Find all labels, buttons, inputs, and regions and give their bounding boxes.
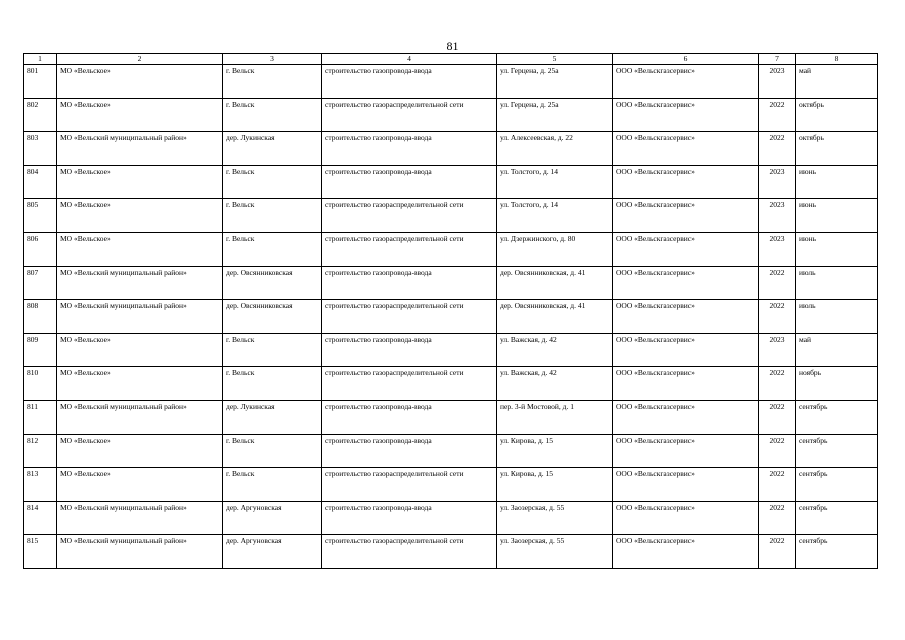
address-cell: ул. Заозерская, д. 55 (497, 501, 613, 535)
address-cell: ул. Толстого, д. 14 (497, 199, 613, 233)
settlement-cell: г. Вельск (223, 65, 322, 99)
column-header: 1 (24, 54, 57, 65)
work-type-cell: строительство газопровода-ввода (322, 165, 497, 199)
contractor-cell: ООО «Вельскгазсервис» (613, 232, 759, 266)
municipality-cell: МО «Вельское» (57, 98, 223, 132)
table-row (24, 535, 878, 569)
table-row (24, 367, 878, 401)
settlement-cell: дер. Овсянниковская (223, 266, 322, 300)
work-type-cell: строительство газораспределительной сети (322, 300, 497, 334)
row-number-cell: 807 (24, 266, 57, 300)
table-row (24, 300, 878, 334)
municipality-cell: МО «Вельское» (57, 65, 223, 99)
settlement-cell: г. Вельск (223, 468, 322, 502)
municipality-cell: МО «Вельское» (57, 434, 223, 468)
contractor-cell: ООО «Вельскгазсервис» (613, 367, 759, 401)
address-cell: ул. Толстого, д. 14 (497, 165, 613, 199)
table-row (24, 434, 878, 468)
row-number-cell: 812 (24, 434, 57, 468)
contractor-cell: ООО «Вельскгазсервис» (613, 266, 759, 300)
contractor-cell: ООО «Вельскгазсервис» (613, 468, 759, 502)
settlement-cell: г. Вельск (223, 199, 322, 233)
contractor-cell: ООО «Вельскгазсервис» (613, 434, 759, 468)
month-cell: июнь (796, 199, 878, 233)
table-row (24, 266, 878, 300)
address-cell: ул. Важская, д. 42 (497, 367, 613, 401)
year-cell: 2022 (759, 98, 796, 132)
month-cell: сентябрь (796, 468, 878, 502)
contractor-cell: ООО «Вельскгазсервис» (613, 98, 759, 132)
column-header: 4 (322, 54, 497, 65)
address-cell: ул. Кирова, д. 15 (497, 434, 613, 468)
municipality-cell: МО «Вельское» (57, 468, 223, 502)
settlement-cell: г. Вельск (223, 232, 322, 266)
address-cell: ул. Важская, д. 42 (497, 333, 613, 367)
row-number-cell: 809 (24, 333, 57, 367)
table-row (24, 98, 878, 132)
settlement-cell: г. Вельск (223, 165, 322, 199)
municipality-cell: МО «Вельский муниципальный район» (57, 400, 223, 434)
settlement-cell: г. Вельск (223, 98, 322, 132)
table-row (24, 65, 878, 99)
work-type-cell: строительство газораспределительной сети (322, 199, 497, 233)
row-number-cell: 813 (24, 468, 57, 502)
municipality-cell: МО «Вельское» (57, 232, 223, 266)
row-number-cell: 804 (24, 165, 57, 199)
municipality-cell: МО «Вельское» (57, 367, 223, 401)
month-cell: сентябрь (796, 400, 878, 434)
month-cell: сентябрь (796, 434, 878, 468)
contractor-cell: ООО «Вельскгазсервис» (613, 165, 759, 199)
work-type-cell: строительство газопровода-ввода (322, 266, 497, 300)
address-cell: ул. Алексеевская, д. 22 (497, 132, 613, 166)
column-header: 6 (613, 54, 759, 65)
column-header: 2 (57, 54, 223, 65)
municipality-cell: МО «Вельский муниципальный район» (57, 501, 223, 535)
work-type-cell: строительство газораспределительной сети (322, 367, 497, 401)
municipality-cell: МО «Вельский муниципальный район» (57, 300, 223, 334)
work-type-cell: строительство газораспределительной сети (322, 98, 497, 132)
row-number-cell: 814 (24, 501, 57, 535)
address-cell: ул. Дзержинского, д. 80 (497, 232, 613, 266)
settlement-cell: дер. Аргуновская (223, 501, 322, 535)
table-row (24, 165, 878, 199)
municipality-cell: МО «Вельское» (57, 333, 223, 367)
month-cell: июль (796, 300, 878, 334)
year-cell: 2022 (759, 434, 796, 468)
settlement-cell: дер. Лукинская (223, 400, 322, 434)
year-cell: 2022 (759, 367, 796, 401)
municipality-cell: МО «Вельский муниципальный район» (57, 132, 223, 166)
row-number-cell: 803 (24, 132, 57, 166)
month-cell: июнь (796, 232, 878, 266)
settlement-cell: дер. Аргуновская (223, 535, 322, 569)
month-cell: май (796, 65, 878, 99)
row-number-cell: 806 (24, 232, 57, 266)
contractor-cell: ООО «Вельскгазсервис» (613, 300, 759, 334)
table-row (24, 333, 878, 367)
month-cell: ноябрь (796, 367, 878, 401)
year-cell: 2022 (759, 501, 796, 535)
header-row (24, 54, 878, 65)
work-type-cell: строительство газопровода-ввода (322, 400, 497, 434)
address-cell: дер. Овсянниковская, д. 41 (497, 266, 613, 300)
year-cell: 2022 (759, 300, 796, 334)
row-number-cell: 808 (24, 300, 57, 334)
row-number-cell: 811 (24, 400, 57, 434)
municipality-cell: МО «Вельское» (57, 199, 223, 233)
work-type-cell: строительство газопровода-ввода (322, 132, 497, 166)
address-cell: ул. Кирова, д. 15 (497, 468, 613, 502)
work-type-cell: строительство газопровода-ввода (322, 501, 497, 535)
work-type-cell: строительство газораспределительной сети (322, 232, 497, 266)
address-cell: ул. Герцена, д. 25а (497, 65, 613, 99)
settlement-cell: г. Вельск (223, 333, 322, 367)
month-cell: сентябрь (796, 501, 878, 535)
settlement-cell: дер. Овсянниковская (223, 300, 322, 334)
month-cell: июль (796, 266, 878, 300)
year-cell: 2023 (759, 199, 796, 233)
settlement-cell: г. Вельск (223, 434, 322, 468)
contractor-cell: ООО «Вельскгазсервис» (613, 65, 759, 99)
work-type-cell: строительство газораспределительной сети (322, 468, 497, 502)
address-cell: ул. Заозерская, д. 55 (497, 535, 613, 569)
contractor-cell: ООО «Вельскгазсервис» (613, 333, 759, 367)
municipality-cell: МО «Вельский муниципальный район» (57, 266, 223, 300)
year-cell: 2023 (759, 165, 796, 199)
year-cell: 2023 (759, 65, 796, 99)
column-header: 7 (759, 54, 796, 65)
month-cell: май (796, 333, 878, 367)
column-header: 3 (223, 54, 322, 65)
table-row (24, 400, 878, 434)
contractor-cell: ООО «Вельскгазсервис» (613, 132, 759, 166)
column-header: 5 (497, 54, 613, 65)
row-number-cell: 815 (24, 535, 57, 569)
contractor-cell: ООО «Вельскгазсервис» (613, 501, 759, 535)
month-cell: сентябрь (796, 535, 878, 569)
year-cell: 2023 (759, 232, 796, 266)
year-cell: 2022 (759, 266, 796, 300)
column-header: 8 (796, 54, 878, 65)
row-number-cell: 810 (24, 367, 57, 401)
address-cell: дер. Овсянниковская, д. 41 (497, 300, 613, 334)
row-number-cell: 801 (24, 65, 57, 99)
work-type-cell: строительство газопровода-ввода (322, 333, 497, 367)
contractor-cell: ООО «Вельскгазсервис» (613, 199, 759, 233)
settlement-cell: г. Вельск (223, 367, 322, 401)
contractor-cell: ООО «Вельскгазсервис» (613, 400, 759, 434)
table-body (24, 65, 878, 569)
year-cell: 2022 (759, 535, 796, 569)
year-cell: 2022 (759, 132, 796, 166)
data-table (23, 53, 878, 569)
contractor-cell: ООО «Вельскгазсервис» (613, 535, 759, 569)
table-row (24, 501, 878, 535)
address-cell: пер. 3-й Мостовой, д. 1 (497, 400, 613, 434)
address-cell: ул. Герцена, д. 25а (497, 98, 613, 132)
settlement-cell: дер. Лукинская (223, 132, 322, 166)
table-row (24, 232, 878, 266)
work-type-cell: строительство газопровода-ввода (322, 65, 497, 99)
municipality-cell: МО «Вельский муниципальный район» (57, 535, 223, 569)
table-row (24, 468, 878, 502)
municipality-cell: МО «Вельское» (57, 165, 223, 199)
year-cell: 2022 (759, 400, 796, 434)
work-type-cell: строительство газопровода-ввода (322, 434, 497, 468)
year-cell: 2023 (759, 333, 796, 367)
month-cell: октябрь (796, 132, 878, 166)
row-number-cell: 802 (24, 98, 57, 132)
table-row (24, 132, 878, 166)
page-number: 81 (446, 39, 459, 53)
year-cell: 2022 (759, 468, 796, 502)
month-cell: июнь (796, 165, 878, 199)
month-cell: октябрь (796, 98, 878, 132)
table-row (24, 199, 878, 233)
row-number-cell: 805 (24, 199, 57, 233)
work-type-cell: строительство газораспределительной сети (322, 535, 497, 569)
